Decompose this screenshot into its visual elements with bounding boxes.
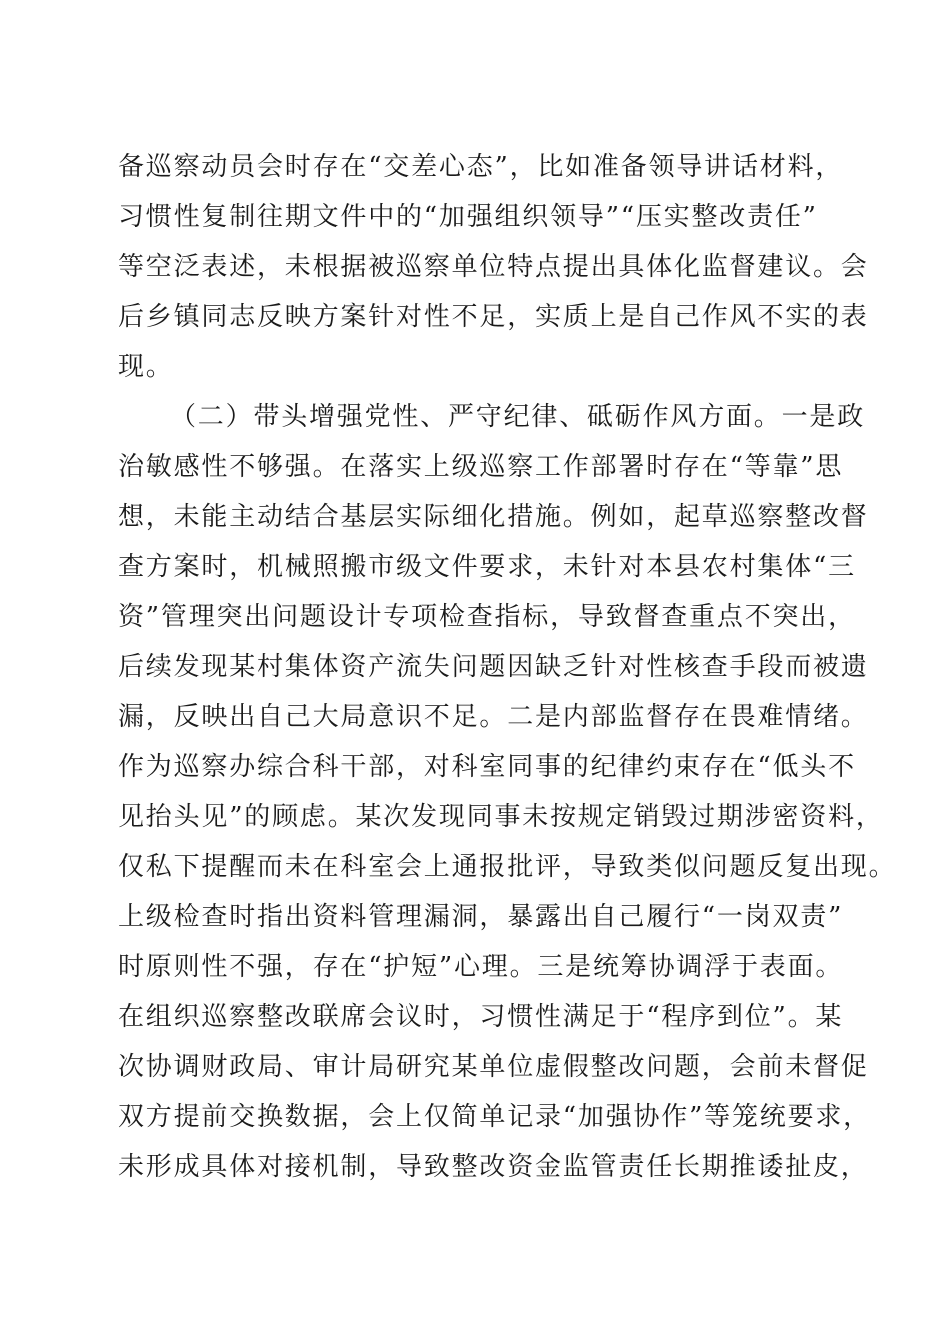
text-line: 上级检查时指出资料管理漏洞，暴露出自己履行“一岗双责” [118,902,844,932]
text-line: 次协调财政局、审计局研究某单位虚假整改问题，会前未督促 [118,1052,869,1082]
text-line: 未形成具体对接机制，导致整改资金监管责任长期推诿扯皮， [118,1152,869,1182]
text-line: 想，未能主动结合基层实际细化措施。例如，起草巡察整改督 [118,502,869,532]
text-line: 作为巡察办综合科干部，对科室同事的纪律约束存在“低头不 [118,752,856,782]
text-line: 时原则性不强，存在“护短”心理。三是统筹协调浮于表面。 [118,952,844,982]
text-line: 等空泛表述，未根据被巡察单位特点提出具体化监督建议。会 [118,252,869,282]
text-line: 后乡镇同志反映方案针对性不足，实质上是自己作风不实的表 [118,302,869,332]
section-heading-line: （二）带头增强党性、严守纪律、砥砺作风方面。一是政 [170,402,866,432]
text-line: 漏，反映出自己大局意识不足。二是内部监督存在畏难情绪。 [118,702,869,732]
text-line: 现。 [118,352,174,382]
text-line: 见抬头见”的顾虑。某次发现同事未按规定销毁过期涉密资料， [118,802,884,832]
text-line: 查方案时，机械照搬市级文件要求，未针对本县农村集体“三 [118,552,856,582]
text-line: 治敏感性不够强。在落实上级巡察工作部署时存在“等靠”思 [118,452,844,482]
text-line: 在组织巡察整改联席会议时，习惯性满足于“程序到位”。某 [118,1002,844,1032]
text-line: 备巡察动员会时存在“交差心态”，比如准备领导讲话材料， [118,152,844,182]
text-line: 后续发现某村集体资产流失问题因缺乏针对性核查手段而被遗 [118,652,869,682]
text-line: 仅私下提醒而未在科室会上通报批评，导致类似问题反复出现。 [118,852,897,882]
text-line: 双方提前交换数据，会上仅简单记录“加强协作”等笼统要求， [118,1102,871,1132]
text-line: 习惯性复制往期文件中的“加强组织领导”“压实整改责任” [118,202,818,232]
text-line: 资”管理突出问题设计专项检查指标，导致督查重点不突出， [118,602,856,632]
